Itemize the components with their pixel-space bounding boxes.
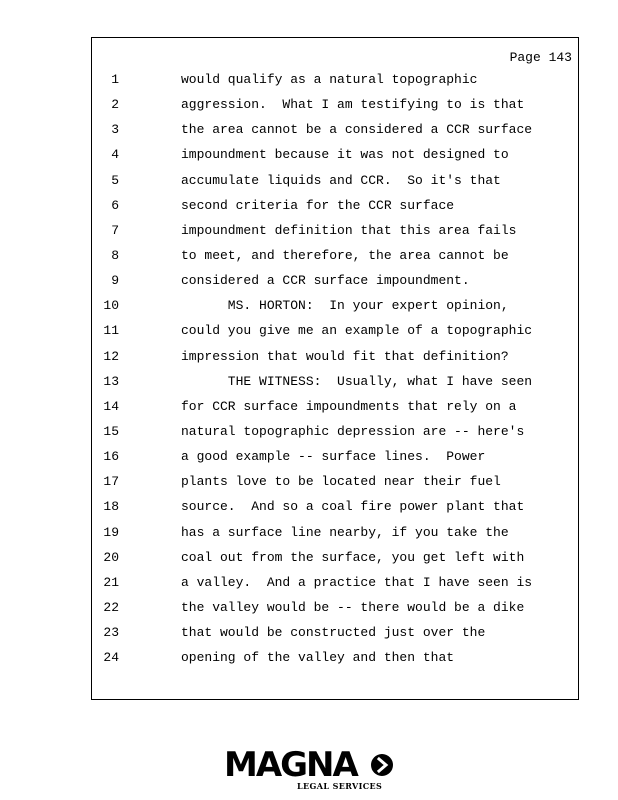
line-text: opening of the valley and then that <box>181 650 455 666</box>
line-number: 21 <box>103 574 119 590</box>
line-text: a good example -- surface lines. Power <box>181 449 486 465</box>
line-text: second criteria for the CCR surface <box>181 197 455 213</box>
transcript-line <box>92 172 578 197</box>
line-number: 10 <box>103 298 119 314</box>
transcript-line <box>92 624 578 649</box>
line-text: considered a CCR surface impoundment. <box>181 273 470 289</box>
line-number: 24 <box>103 650 119 666</box>
line-text: that would be constructed just over the <box>181 625 486 641</box>
line-text: could you give me an example of a topographic <box>181 323 533 339</box>
transcript-line <box>92 574 578 599</box>
line-text: MS. HORTON: In your expert opinion, <box>181 298 509 314</box>
line-number: 12 <box>103 348 119 364</box>
transcript-line <box>92 146 578 171</box>
line-number: 7 <box>111 222 119 238</box>
transcript-line <box>92 524 578 549</box>
line-text: accumulate liquids and CCR. So it's that <box>181 172 501 188</box>
line-text: impression that would fit that definition? <box>181 348 509 364</box>
transcript-line <box>92 121 578 146</box>
line-number: 15 <box>103 423 119 439</box>
transcript-line <box>92 473 578 498</box>
line-text: the area cannot be a considered a CCR surface <box>181 122 533 138</box>
line-number: 14 <box>103 398 119 414</box>
line-number: 5 <box>111 172 119 188</box>
line-number: 4 <box>111 147 119 163</box>
transcript-line <box>92 272 578 297</box>
line-text: aggression. What I am testifying to is that <box>181 97 525 113</box>
line-text: impoundment because it was not designed to <box>181 147 509 163</box>
line-text: natural topographic depression are -- here's <box>181 423 525 439</box>
line-text: has a surface line nearby, if you take the <box>181 524 509 540</box>
line-text: source. And so a coal fire power plant that <box>181 499 525 515</box>
magna-logo <box>224 745 396 792</box>
transcript-lines <box>92 71 578 674</box>
chevron-right-circle-icon <box>371 754 393 776</box>
transcript-line <box>92 247 578 272</box>
line-number: 17 <box>103 474 119 490</box>
transcript-line <box>92 448 578 473</box>
line-text: the valley would be -- there would be a dike <box>181 599 525 615</box>
line-text: plants love to be located near their fuel <box>181 474 501 490</box>
transcript-line <box>92 373 578 398</box>
transcript-line <box>92 423 578 448</box>
logo-subtitle: LEGAL SERVICES <box>297 781 383 791</box>
line-number: 19 <box>103 524 119 540</box>
transcript-line <box>92 348 578 373</box>
transcript-page <box>91 37 579 700</box>
line-number: 3 <box>111 122 119 138</box>
line-number: 16 <box>103 449 119 465</box>
line-number: 13 <box>103 373 119 389</box>
line-number: 2 <box>111 97 119 113</box>
page-number: Page 143 <box>509 50 572 65</box>
transcript-line <box>92 71 578 96</box>
line-number: 18 <box>103 499 119 515</box>
line-number: 23 <box>103 625 119 641</box>
line-number: 11 <box>103 323 119 339</box>
logo-wordmark: MAGNA <box>224 745 357 785</box>
line-text: impoundment definition that this area fails <box>181 222 517 238</box>
line-text: a valley. And a practice that I have seen is <box>181 574 533 590</box>
line-number: 22 <box>103 599 119 615</box>
line-number: 8 <box>111 247 119 263</box>
line-text: for CCR surface impoundments that rely on a <box>181 398 517 414</box>
transcript-line <box>92 549 578 574</box>
line-text: to meet, and therefore, the area cannot be <box>181 247 509 263</box>
line-text: would qualify as a natural topographic <box>181 72 478 87</box>
line-number: 1 <box>111 72 119 87</box>
transcript-line <box>92 649 578 674</box>
line-number: 20 <box>103 549 119 565</box>
transcript-line <box>92 297 578 322</box>
line-text: THE WITNESS: Usually, what I have seen <box>181 373 533 389</box>
transcript-line <box>92 599 578 624</box>
transcript-line <box>92 498 578 523</box>
transcript-line <box>92 398 578 423</box>
line-number: 6 <box>111 197 119 213</box>
transcript-line <box>92 322 578 347</box>
transcript-line <box>92 197 578 222</box>
line-number: 9 <box>111 273 119 289</box>
transcript-line <box>92 96 578 121</box>
line-text: coal out from the surface, you get left with <box>181 549 525 565</box>
transcript-line <box>92 222 578 247</box>
